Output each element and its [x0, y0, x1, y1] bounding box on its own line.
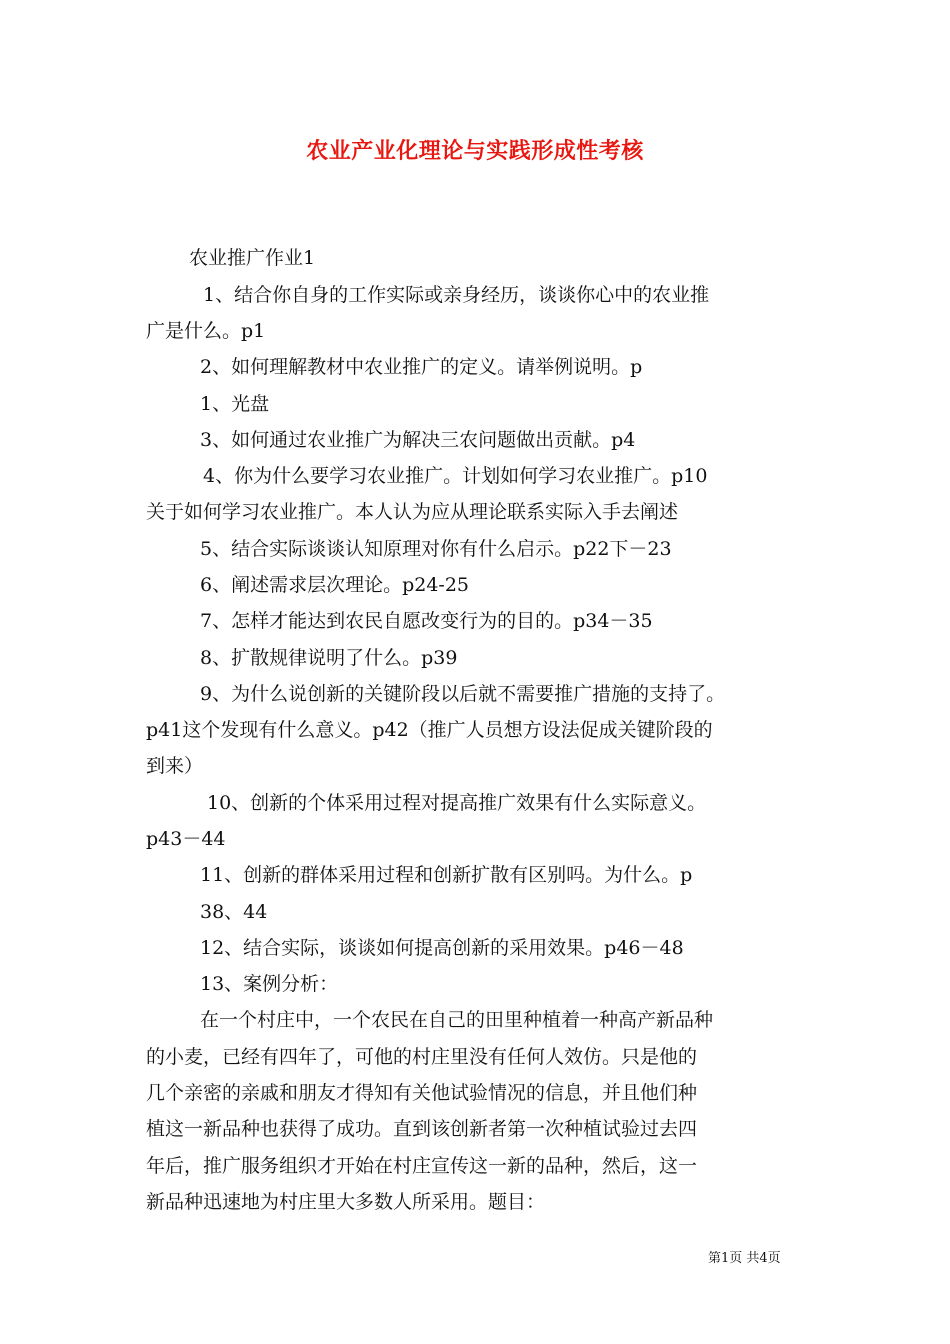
text-line: 12、结合实际，谈谈如何提高创新的采用效果。p46－48: [200, 937, 684, 959]
text-line: 2、如何理解教材中农业推广的定义。请举例说明。p: [200, 356, 643, 378]
text-line: 7、怎样才能达到农民自愿改变行为的目的。p34－35: [200, 610, 653, 632]
text-line: 13、案例分析：: [200, 973, 339, 995]
text-line: 的小麦，已经有四年了，可他的村庄里没有任何人效仿。只是他的: [146, 1046, 698, 1068]
text-line: p43－44: [146, 828, 226, 850]
text-line: 年后，推广服务组织才开始在村庄宣传这一新的品种，然后，这一: [146, 1155, 698, 1177]
text-line: 10、创新的个体采用过程对提高推广效果有什么实际意义。: [207, 792, 707, 814]
text-line: 植这一新品种也获得了成功。直到该创新者第一次种植试验过去四: [146, 1118, 698, 1140]
text-line: 1、光盘: [200, 393, 270, 415]
section-heading: 农业推广作业1: [189, 247, 316, 269]
document-title: 农业产业化理论与实践形成性考核: [306, 138, 644, 164]
text-line: 11、创新的群体采用过程和创新扩散有区别吗。为什么。p: [200, 864, 693, 886]
text-line: 几个亲密的亲戚和朋友才得知有关他试验情况的信息，并且他们种: [146, 1082, 698, 1104]
text-line: 3、如何通过农业推广为解决三农问题做出贡献。p4: [200, 429, 636, 451]
text-line: p41这个发现有什么意义。p42（推广人员想方设法促成关键阶段的: [146, 719, 713, 741]
text-line: 38、44: [200, 901, 268, 923]
text-line: 5、结合实际谈谈认知原理对你有什么启示。p22下－23: [200, 538, 672, 560]
text-line: 9、为什么说创新的关键阶段以后就不需要推广措施的支持了。: [200, 683, 726, 705]
text-line: 新品种迅速地为村庄里大多数人所采用。题目：: [146, 1191, 546, 1213]
page-footer: 第1页 共4页: [708, 1251, 781, 1266]
text-line: 6、阐述需求层次理论。p24-25: [200, 574, 470, 596]
text-line: 在一个村庄中，一个农民在自己的田里种植着一种高产新品种: [200, 1009, 714, 1031]
text-line: 关于如何学习农业推广。本人认为应从理论联系实际入手去阐述: [146, 501, 679, 523]
text-line: 8、扩散规律说明了什么。p39: [200, 647, 458, 669]
text-line: 4、你为什么要学习农业推广。计划如何学习农业推广。p10: [203, 465, 708, 487]
text-line: 到来）: [146, 755, 204, 777]
text-line: 广是什么。p1: [146, 320, 266, 342]
text-line: 1、结合你自身的工作实际或亲身经历，谈谈你心中的农业推: [203, 284, 710, 306]
